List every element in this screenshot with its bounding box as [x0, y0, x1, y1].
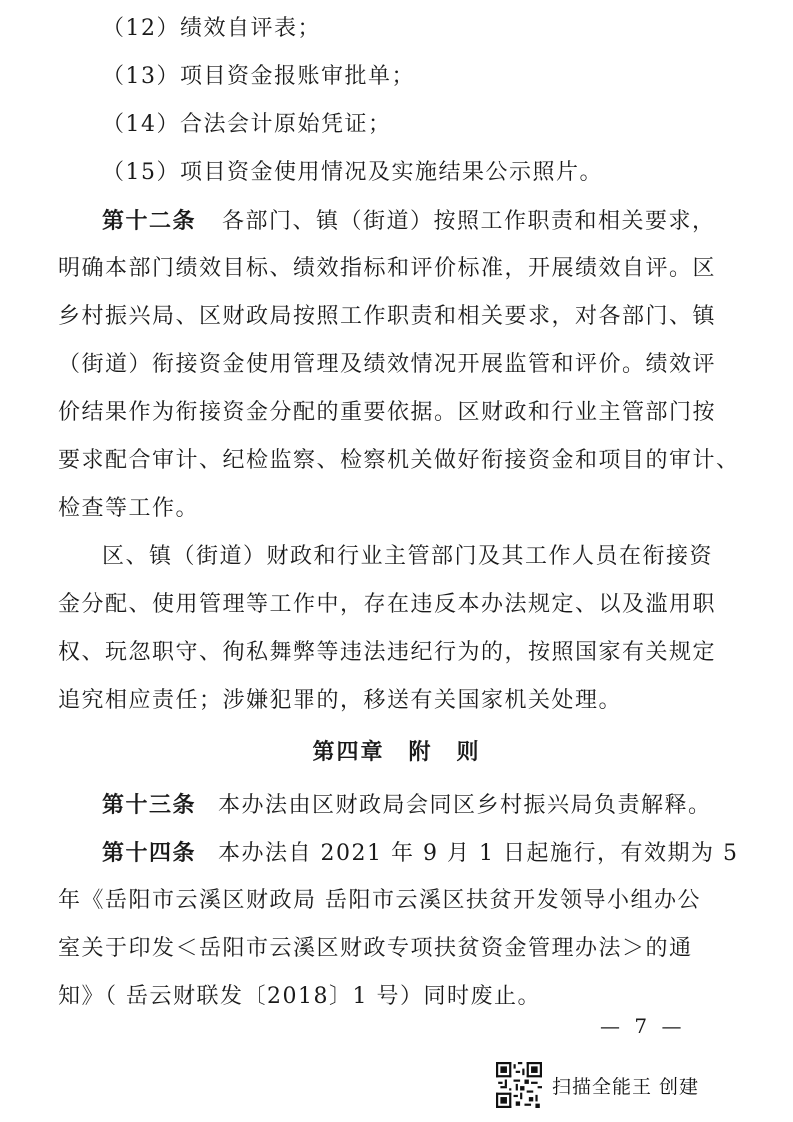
article-12-line-7: 检查等工作。: [58, 496, 200, 521]
article-12-line-5: 价结果作为衔接资金分配的重要依据。区财政和行业主管部门按: [58, 400, 717, 425]
article-14-line-1: [102, 838, 782, 869]
article-13-line: [102, 790, 782, 821]
article-12-line-3: 乡村振兴局、区财政局按照工作职责和相关要求，对各部门、镇: [58, 304, 717, 329]
list-item-text: 合法会计原始凭证；: [180, 112, 392, 137]
list-item-13: [102, 62, 782, 92]
article-12-para2-line-3: 权、玩忽职守、徇私舞弊等违法违纪行为的，按照国家有关规定: [58, 640, 717, 665]
list-item-text: 绩效自评表；: [180, 16, 322, 41]
scanner-footer: [496, 1062, 699, 1108]
article-14-text: 本办法自 2021 年 9 月 1 日起施行，有效期为 5: [218, 841, 739, 866]
article-12-text: 各部门、镇（街道）按照工作职责和相关要求，: [222, 209, 716, 234]
article-12-line-6: 要求配合审计、纪检监察、检察机关做好衔接资金和项目的审计、: [58, 448, 740, 473]
list-item-15: [102, 158, 782, 188]
article-12-para2-line-2: 金分配、使用管理等工作中，存在违反本办法规定、以及滥用职: [58, 592, 717, 617]
page-number: — 7 —: [600, 1014, 686, 1038]
list-item-number: （12）: [102, 16, 180, 41]
article-12-line-4: （街道）衔接资金使用管理及绩效情况开展监管和评价。绩效评: [58, 352, 717, 377]
article-13-text: 本办法由区财政局会同区乡村振兴局负责解释。: [218, 793, 712, 818]
article-13-title: 第十三条: [102, 792, 197, 818]
article-12-para2-line-4: 追究相应责任；涉嫌犯罪的，移送有关国家机关处理。: [58, 688, 623, 713]
article-12-line-1: [102, 206, 782, 237]
list-item-number: （13）: [102, 64, 180, 89]
list-item-text: 项目资金报账审批单；: [180, 64, 416, 89]
list-item-12: [102, 14, 782, 44]
article-12-title: 第十二条: [102, 208, 197, 234]
chapter-heading: 第四章 附 则: [312, 740, 481, 765]
article-14-line-3: 室关于印发＜岳阳市云溪区财政专项扶贫资金管理办法＞的通: [58, 936, 693, 961]
list-item-number: （15）: [102, 160, 180, 185]
article-12-line-2: 明确本部门绩效目标、绩效指标和评价标准，开展绩效自评。区: [58, 256, 717, 281]
list-item-number: （14）: [102, 112, 180, 137]
article-14-line-4: 知》（ 岳云财联发〔2018〕1 号）同时废止。: [58, 984, 541, 1009]
scanner-app-label: 扫描全能王 创建: [552, 1075, 700, 1098]
qr-code-icon: [496, 1062, 542, 1108]
list-item-14: [102, 110, 782, 140]
article-12-para2-line-1: 区、镇（街道）财政和行业主管部门及其工作人员在衔接资: [102, 544, 714, 569]
article-14-line-2: 年《岳阳市云溪区财政局 岳阳市云溪区扶贫开发领导小组办公: [58, 888, 701, 913]
article-14-title: 第十四条: [102, 840, 197, 866]
list-item-text: 项目资金使用情况及实施结果公示照片。: [180, 160, 604, 185]
